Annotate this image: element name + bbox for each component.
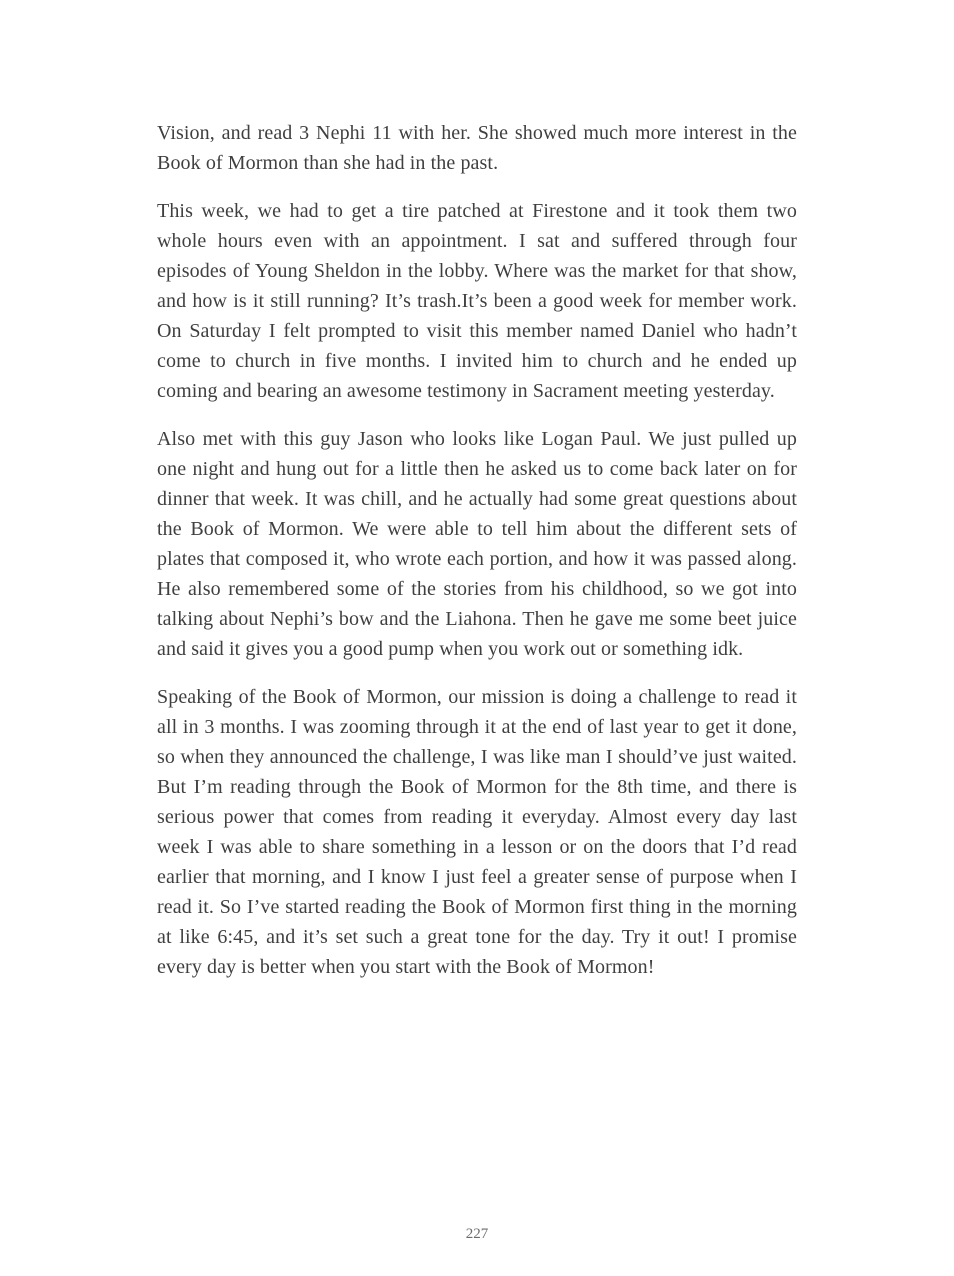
paragraph: Also met with this guy Jason who looks like Logan Paul. We just pulled up one night and hung out for a little then he asked us to come back later on for dinner that week. It was chill, and he actually had some great questions about the Book of Mormon. We were able to tell him about the different sets of plates that composed it, who wrote each portion, and how it was passed along. He also remembered some of the stories from his childhood, so we got into talking about Nephi’s bow and the Liahona. Then he gave me some beet juice and said it gives you a good pump when you work out or something idk. bbox=[157, 428, 797, 660]
paragraph: This week, we had to get a tire patched at Firestone and it took them two whole hours even with an appointment. I sat and suffered through four episodes of Young Sheldon in the lobby. Where was the market for that show, and how is it still running? It’s trash.It’s been a good week for member work. On Saturday I felt prompted to visit this member named Daniel who hadn’t come to church in five months. I invited him to church and he ended up coming and bearing an awesome testimony in Sacrament meeting yesterday. bbox=[157, 200, 797, 402]
page-text-block bbox=[157, 118, 797, 982]
page-number: 227 bbox=[465, 1226, 489, 1242]
paragraph: Vision, and read 3 Nephi 11 with her. She showed much more interest in the Book of Mormon than she had in the past. bbox=[157, 122, 797, 174]
paragraph: Speaking of the Book of Mormon, our mission is doing a challenge to read it all in 3 months. I was zooming through it at the end of last year to get it done, so when they announced the challenge, I was like man I should’ve just waited. But I’m reading through the Book of Mormon for the 8th time, and there is serious power that comes from reading it everyday. Almost every day last week I was able to share something in a lesson or on the doors that I’d read earlier that morning, and I know I just feel a greater sense of purpose when I read it. So I’ve started reading the Book of Mormon first thing in the morning at like 6:45, and it’s set such a great tone for the day. Try it out! I promise every day is better when you start with the Book of Mormon! bbox=[157, 686, 797, 978]
